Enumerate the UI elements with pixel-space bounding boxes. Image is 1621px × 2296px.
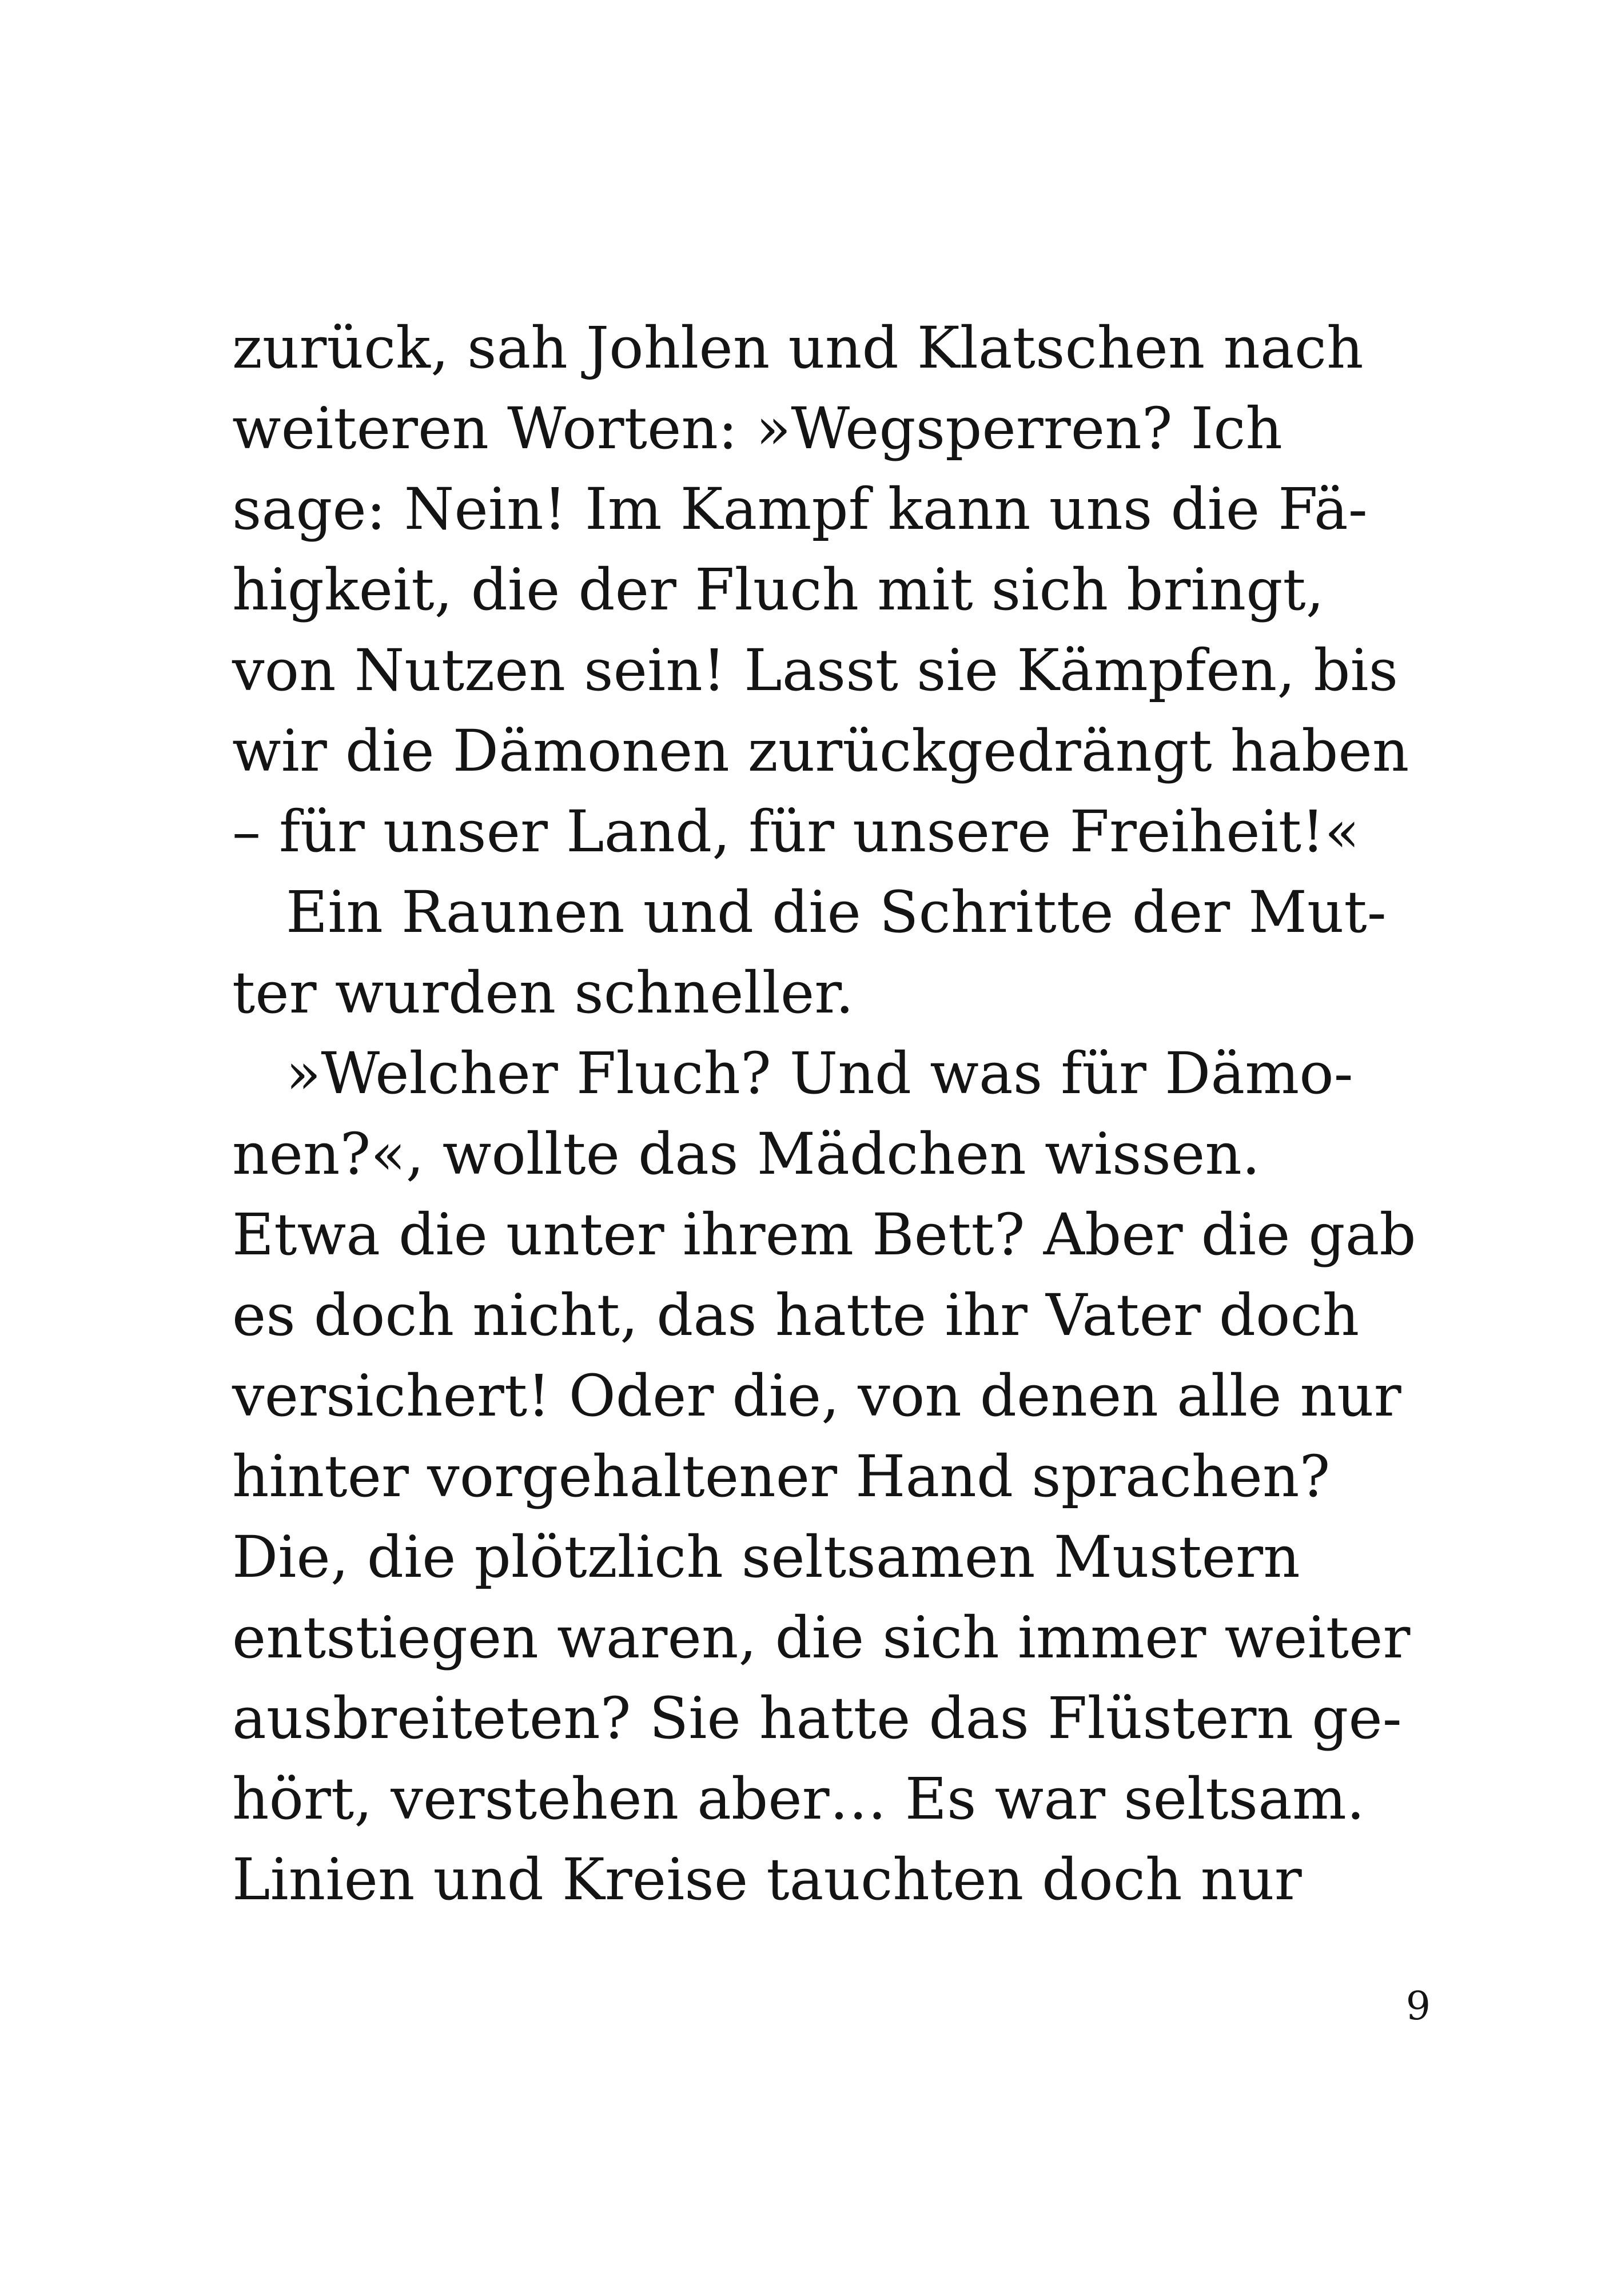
text-line-paragraph-start: »Welcher Fluch? Und was für Dämo-: [286, 1040, 1353, 1107]
text-line: hinter vorgehaltener Hand sprachen?: [232, 1443, 1331, 1510]
page-number: 9: [1405, 1984, 1431, 2029]
text-line-paragraph-start: Ein Raunen und die Schritte der Mut-: [286, 879, 1387, 946]
text-line: entstiegen waren, die sich immer weiter: [232, 1604, 1411, 1671]
text-line: von Nutzen sein! Lasst sie Kämpfen, bis: [232, 637, 1399, 704]
text-line: ausbreiteten? Sie hatte das Flüstern ge-: [232, 1685, 1402, 1752]
text-line: Etwa die unter ihrem Bett? Aber die gab: [232, 1201, 1416, 1268]
text-line: higkeit, die der Fluch mit sich bringt,: [232, 556, 1324, 623]
text-line: zurück, sah Johlen und Klatschen nach: [232, 314, 1364, 381]
text-line: ter wurden schneller.: [232, 959, 854, 1026]
body-text: [232, 308, 1456, 1920]
text-line: nen?«, wollte das Mädchen wissen.: [232, 1121, 1261, 1187]
text-line: – für unser Land, für unsere Freiheit!«: [232, 798, 1360, 865]
text-line: sage: Nein! Im Kampf kann uns die Fä-: [232, 476, 1368, 543]
text-line: hört, verstehen aber… Es war seltsam.: [232, 1765, 1365, 1832]
text-line: weiteren Worten: »Wegsperren? Ich: [232, 395, 1283, 462]
text-line: versichert! Oder die, von denen alle nur: [232, 1362, 1401, 1429]
text-line: es doch nicht, das hatte ihr Vater doch: [232, 1282, 1360, 1349]
text-line: Die, die plötzlich seltsamen Mustern: [232, 1524, 1300, 1591]
text-line: wir die Dämonen zurückgedrängt haben: [232, 718, 1409, 784]
text-line: Linien und Kreise tauchten doch nur: [232, 1846, 1302, 1913]
